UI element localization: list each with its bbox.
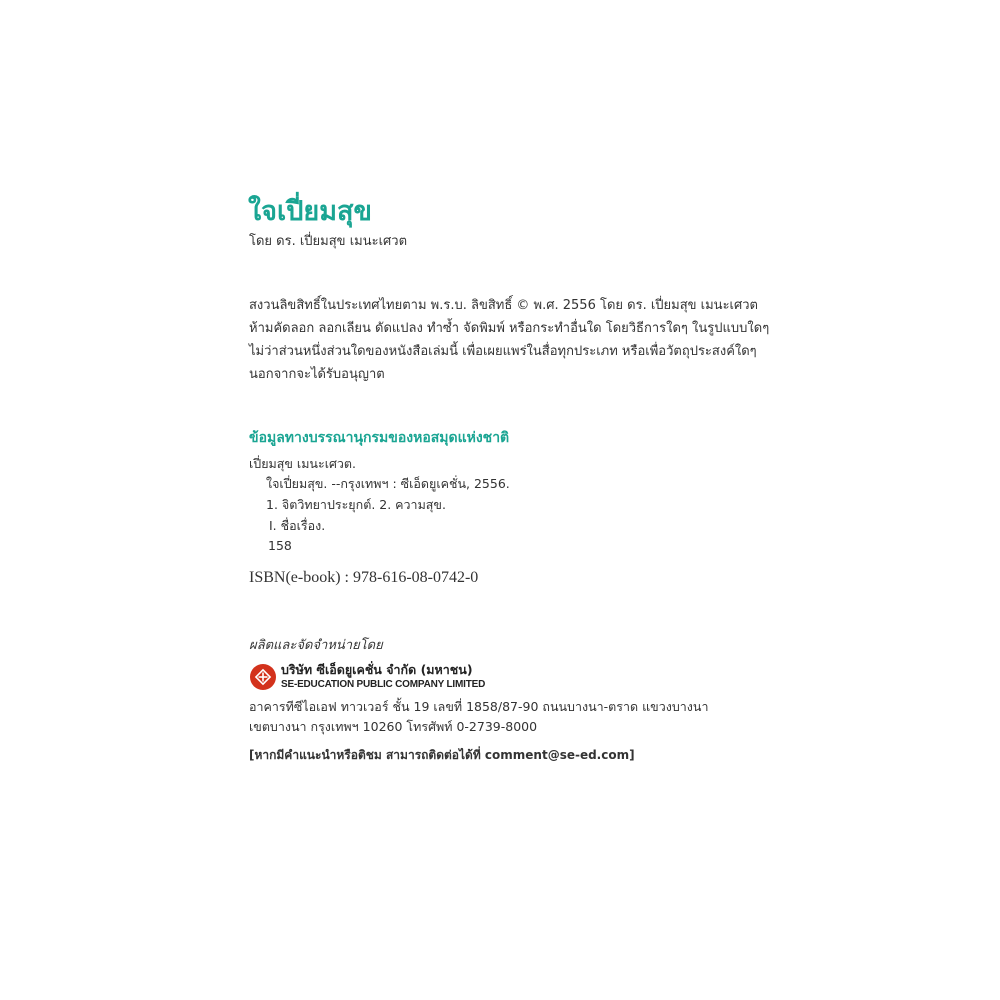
se-ed-logo-icon: [250, 664, 276, 690]
copyright-line: นอกจากจะได้รับอนุญาต: [249, 367, 385, 382]
copyright-line: ไม่ว่าส่วนหนึ่งส่วนใดของหนังสือเล่มนี้ เพื่อเผยแพร่ในสื่อทุกประเภท หรือเพื่อวัตถุประสงค์ใดๆ: [249, 344, 757, 359]
copyright-line: สงวนลิขสิทธิ์ในประเทศไทยตาม พ.ร.บ. ลิขสิทธิ์ © พ.ศ. 2556 โดย ดร. เปี่ยมสุข เมนะเศวต: [249, 298, 758, 313]
address-line: อาคารทีซีไอเอฟ ทาวเวอร์ ชั้น 19 เลขที่ 1858/87-90 ถนนบางนา-ตราด แขวงบางนา: [249, 699, 709, 714]
cip-title-entry: I. ชื่อเรื่อง.: [269, 518, 326, 533]
cip-heading: ข้อมูลทางบรรณานุกรมของหอสมุดแห่งชาติ: [249, 430, 510, 446]
publisher-address: [249, 697, 708, 737]
cip-class-number: 158: [268, 538, 292, 553]
distributed-by-label: ผลิตและจัดจำหน่ายโดย: [249, 638, 383, 653]
isbn: ISBN(e-book) : 978-616-08-0742-0: [249, 569, 479, 586]
cip-entry: ใจเปี่ยมสุข. --กรุงเทพฯ : ซีเอ็ดยูเคชั่น, 2556.: [266, 476, 510, 491]
publisher-name-thai: บริษัท ซีเอ็ดยูเคชั่น จำกัด (มหาชน): [281, 662, 473, 677]
copyright-line: ห้ามคัดลอก ลอกเลียน ดัดแปลง ทำซ้ำ จัดพิมพ์ หรือกระทำอื่นใด โดยวิธีการใดๆ ในรูปแบบใดๆ: [249, 321, 770, 336]
author-byline: โดย ดร. เปี่ยมสุข เมนะเศวต: [249, 234, 408, 249]
cip-subjects: 1. จิตวิทยาประยุกต์. 2. ความสุข.: [266, 497, 446, 512]
copyright-notice: [249, 294, 770, 386]
contact-note: [หากมีคำแนะนำหรือติชม สามารถติดต่อได้ที่ comment@se-ed.com]: [249, 748, 635, 762]
publisher-name-english: SE-EDUCATION PUBLIC COMPANY LIMITED: [281, 679, 486, 690]
cip-author: เปี่ยมสุข เมนะเศวต.: [249, 456, 357, 471]
address-line: เขตบางนา กรุงเทพฯ 10260 โทรศัพท์ 0-2739-8000: [249, 719, 538, 734]
book-title: ใจเปี่ยมสุข: [248, 196, 372, 227]
